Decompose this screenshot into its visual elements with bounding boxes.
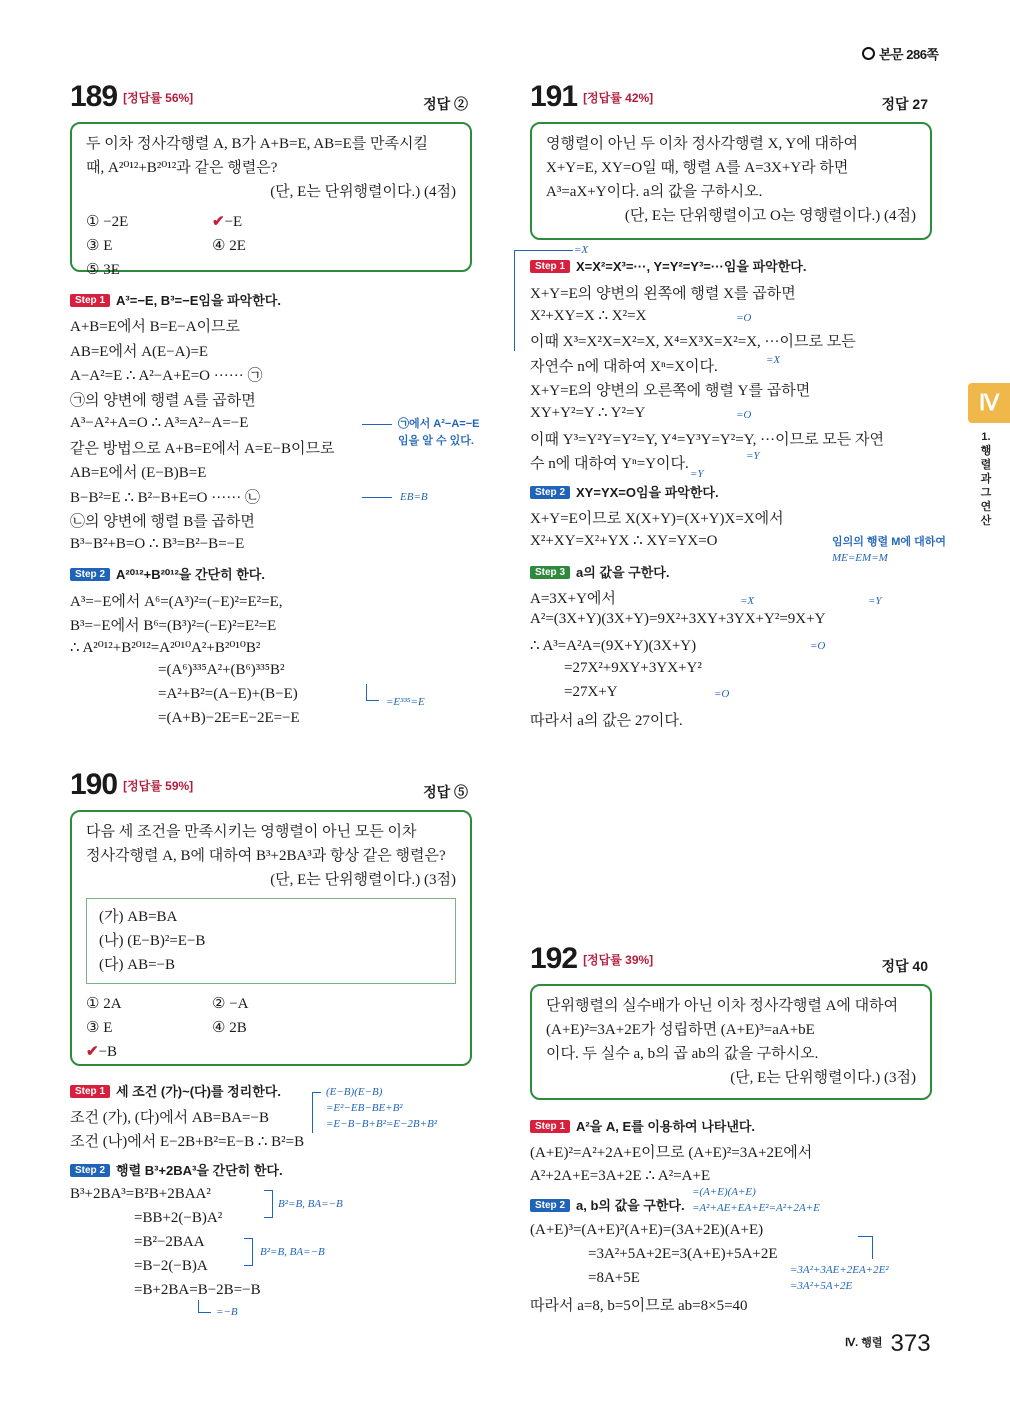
solution-line: 조건 (가), (다)에서 AB=BA=−B bbox=[70, 1110, 269, 1126]
solution-line: 따라서 a의 값은 27이다. bbox=[530, 713, 683, 729]
solution-line: A³=−E에서 A⁶=(A³)²=(−E)²=E²=E, bbox=[70, 594, 283, 610]
solution-line: =A²+B²=(A−E)+(B−E) bbox=[158, 686, 298, 702]
solution-line: (A+E)²=A²+2A+E이므로 (A+E)²=3A+2E에서 bbox=[530, 1145, 813, 1161]
annotation-note: =E²−EB−BE+B² bbox=[326, 1102, 403, 1114]
solution-line: =B²−2BAA bbox=[134, 1234, 205, 1250]
solution-line: B³=−E에서 B⁶=(B³)²=(−E)²=E²=E bbox=[70, 618, 277, 634]
solution-line: A²=(3X+Y)(3X+Y)=9X²+3XY+3YX+Y²=9X+Y bbox=[530, 611, 826, 627]
checkmark-icon: ✔ bbox=[212, 214, 225, 230]
step-3-heading: Step 3 a의 값을 구한다. bbox=[530, 562, 669, 582]
solution-line: 같은 방법으로 A+B=E에서 A=E−B이므로 bbox=[70, 441, 335, 457]
choice-2: ② −A bbox=[212, 996, 249, 1012]
step-2-heading: Step 2 a, b의 값을 구한다. bbox=[530, 1195, 685, 1215]
problem-189-header bbox=[70, 80, 472, 114]
problem-191-question-box bbox=[530, 122, 932, 240]
annotation-note: =X bbox=[574, 244, 589, 256]
condition-a: (가) AB=BA bbox=[99, 909, 178, 925]
step-1-heading: Step 1 X=X²=X³=···, Y=Y²=Y³=···임을 파악한다. bbox=[530, 256, 806, 276]
choices bbox=[86, 210, 456, 282]
solution-line: 따라서 a=8, b=5이므로 ab=8×5=40 bbox=[530, 1298, 748, 1314]
solution-line: X²+XY=X ∴ X²=X bbox=[530, 308, 647, 324]
question-text: (A+E)²=3A+2E가 성립하면 (A+E)³=aA+bE bbox=[546, 1022, 815, 1038]
annotation-bracket bbox=[264, 1190, 273, 1218]
problem-191-header bbox=[530, 80, 932, 114]
chapter-tab: Ⅳ bbox=[968, 383, 1010, 423]
choices bbox=[86, 992, 456, 1064]
annotation-note: B²=B, BA=−B bbox=[278, 1198, 343, 1210]
question-text: A³=aX+Y이다. a의 값을 구하시오. bbox=[546, 184, 763, 200]
solution-line: ㉠의 양변에 행렬 A를 곱하면 bbox=[70, 393, 256, 409]
step-1-heading: Step 1 A²을 A, E를 이용하여 나타낸다. bbox=[530, 1116, 755, 1136]
solution-line: =27X+Y bbox=[564, 684, 618, 700]
annotation-note: 임의의 행렬 M에 대하여 bbox=[832, 536, 946, 548]
question-text: X+Y=E, XY=O일 때, 행렬 A를 A=3X+Y라 하면 bbox=[546, 160, 849, 176]
solution-line: =27X²+9XY+3YX+Y² bbox=[564, 660, 702, 676]
annotation-note: =Y bbox=[746, 450, 760, 462]
annotation-note: =O bbox=[810, 640, 826, 652]
choice-4: ④ 2E bbox=[212, 238, 246, 254]
annotation-note: =3A²+3AE+2EA+2E² bbox=[790, 1264, 889, 1276]
solution-line: AB=E에서 A(E−A)=E bbox=[70, 344, 209, 360]
annotation-note: =−B bbox=[216, 1306, 238, 1318]
annotation-arrow bbox=[362, 424, 392, 425]
solution-line: 수 n에 대하여 Yⁿ=Y이다. bbox=[530, 456, 689, 472]
choice-5: ✔−B bbox=[86, 1044, 118, 1060]
question-text: 때, A²⁰¹²+B²⁰¹²과 같은 행렬은? bbox=[86, 160, 278, 176]
choice-4: ④ 2B bbox=[212, 1020, 247, 1036]
solution-line: =8A+5E bbox=[588, 1270, 640, 1286]
solution-line: =BB+2(−B)A² bbox=[134, 1210, 223, 1226]
question-note: (단, E는 단위행렬이다.) (4점) bbox=[270, 184, 456, 200]
answer-label: 정답 27 bbox=[881, 96, 928, 112]
solution-line: 이때 Y³=Y²Y=Y²=Y, Y⁴=Y³Y=Y²=Y, ···이므로 모든 자연 bbox=[530, 432, 885, 448]
question-note: (단, E는 단위행렬이다.) (3점) bbox=[270, 872, 456, 888]
answer-label: 정답 40 bbox=[881, 958, 928, 974]
solution-line: X+Y=E의 양변의 왼쪽에 행렬 X를 곱하면 bbox=[530, 286, 796, 302]
annotation-arrow bbox=[858, 1236, 873, 1259]
problem-number: 191 bbox=[530, 80, 578, 113]
correct-rate: [정답률 42%] bbox=[583, 91, 654, 105]
correct-rate: [정답률 39%] bbox=[583, 953, 654, 967]
annotation-note: =E³³⁵=E bbox=[386, 696, 425, 708]
question-text: 정사각행렬 A, B에 대하여 B³+2BA³과 항상 같은 행렬은? bbox=[86, 848, 446, 864]
solution-line: A³−A²+A=O ∴ A³=A²−A=−E bbox=[70, 415, 249, 431]
solution-line: B−B²=E ∴ B²−B+E=O ······ ㉡ bbox=[70, 490, 260, 506]
problem-number: 189 bbox=[70, 80, 118, 113]
question-text: 영행렬이 아닌 두 이차 정사각행렬 X, Y에 대하여 bbox=[546, 136, 858, 152]
solution-line: ㉡의 양변에 행렬 B를 곱하면 bbox=[70, 514, 255, 530]
solution-line: 자연수 n에 대하여 Xⁿ=X이다. bbox=[530, 359, 718, 375]
problem-number: 192 bbox=[530, 942, 578, 975]
step-2-heading: Step 2 행렬 B³+2BA³을 간단히 한다. bbox=[70, 1160, 283, 1180]
correct-rate: [정답률 59%] bbox=[123, 779, 194, 793]
solution-line: (A+E)³=(A+E)²(A+E)=(3A+2E)(A+E) bbox=[530, 1222, 764, 1238]
question-note: (단, E는 단위행렬이다.) (3점) bbox=[730, 1070, 916, 1086]
choice-3: ③ E bbox=[86, 1020, 113, 1036]
choice-3: ③ E bbox=[86, 238, 113, 254]
annotation-arrow bbox=[198, 1300, 211, 1313]
annotation-note: =E−B−B+B²=E−2B+B² bbox=[326, 1118, 438, 1130]
problem-189-question-box bbox=[70, 122, 472, 278]
condition-c: (다) AB=−B bbox=[99, 957, 175, 973]
step-1-heading: Step 1 세 조건 (가)~(다)를 정리한다. bbox=[70, 1081, 281, 1101]
annotation-note: =X bbox=[766, 354, 781, 366]
page-reference: 본문 286쪽 bbox=[862, 44, 938, 63]
step-1-heading: Step 1 A³=−E, B³=−E임을 파악한다. bbox=[70, 290, 281, 310]
annotation-note: (E−B)(E−B) bbox=[326, 1086, 383, 1098]
solution-line: B³+2BA³=B²B+2BAA² bbox=[70, 1186, 211, 1202]
question-text: 두 이차 정사각행렬 A, B가 A+B=E, AB=E를 만족시킬 bbox=[86, 136, 428, 152]
page-footer bbox=[845, 1330, 931, 1358]
chapter-section-label: 1.행렬과그연산 bbox=[980, 431, 992, 527]
solution-line: A=3X+Y에서 bbox=[530, 591, 616, 607]
question-text: 다음 세 조건을 만족시키는 영행렬이 아닌 모든 이차 bbox=[86, 824, 417, 840]
solution-line: B³−B²+B=O ∴ B³=B²−B=−E bbox=[70, 536, 245, 552]
solution-line: X²+XY=X²+YX ∴ XY=YX=O bbox=[530, 533, 718, 549]
step-2-heading: Step 2 A²⁰¹²+B²⁰¹²을 간단히 한다. bbox=[70, 564, 265, 584]
solution-line: =(A+B)−2E=E−2E=−E bbox=[158, 710, 300, 726]
solution-line: ∴ A³=A²A=(9X+Y)(3X+Y) bbox=[530, 638, 697, 654]
solution-line: A²+2A+E=3A+2E ∴ A²=A+E bbox=[530, 1168, 711, 1184]
conditions-box bbox=[86, 898, 456, 984]
annotation-note: EB=B bbox=[400, 491, 428, 503]
question-note: (단, E는 단위행렬이고 O는 영행렬이다.) (4점) bbox=[624, 208, 916, 224]
annotation-note: =3A²+5A+2E bbox=[790, 1280, 853, 1292]
annotation-arrow bbox=[366, 684, 379, 701]
annotation-note: B²=B, BA=−B bbox=[260, 1246, 325, 1258]
answer-label: 정답 ② bbox=[423, 96, 468, 112]
annotation-note: =(A+E)(A+E) bbox=[692, 1186, 756, 1198]
solution-line: =B+2BA=B−2B=−B bbox=[134, 1282, 261, 1298]
solution-line: AB=E에서 (E−B)B=E bbox=[70, 465, 207, 481]
annotation-note: =Y bbox=[868, 595, 882, 607]
solution-line: 조건 (나)에서 E−2B+B²=E−B ∴ B²=B bbox=[70, 1134, 305, 1150]
problem-192-header bbox=[530, 942, 932, 976]
correct-rate: [정답률 56%] bbox=[123, 91, 194, 105]
question-text: 단위행렬의 실수배가 아닌 이차 정사각행렬 A에 대하여 bbox=[546, 998, 899, 1014]
solution-line: A−A²=E ∴ A²−A+E=O ······ ㉠ bbox=[70, 368, 263, 384]
question-text: 이다. 두 실수 a, b의 곱 ab의 값을 구하시오. bbox=[546, 1046, 819, 1062]
annotation-bracket bbox=[312, 1092, 321, 1133]
step-2-heading: Step 2 XY=YX=O임을 파악한다. bbox=[530, 482, 719, 502]
solution-line: =3A²+5A+2E=3(A+E)+5A+2E bbox=[588, 1246, 778, 1262]
footer-section: Ⅳ. 행렬 bbox=[845, 1337, 883, 1349]
annotation-note: =O bbox=[714, 688, 730, 700]
circle-bullet-icon bbox=[862, 47, 875, 60]
annotation-note: =Y bbox=[690, 468, 704, 480]
annotation-note: =A²+AE+EA+E²=A²+2A+E bbox=[692, 1202, 820, 1214]
solution-line: ∴ A²⁰¹²+B²⁰¹²=A²⁰¹⁰A²+B²⁰¹⁰B² bbox=[70, 640, 261, 656]
page-number: 373 bbox=[890, 1330, 931, 1357]
solution-line: 이때 X³=X²X=X²=X, X⁴=X³X=X²=X, ···이므로 모든 bbox=[530, 334, 856, 350]
condition-b: (나) (E−B)²=E−B bbox=[99, 933, 206, 949]
annotation-note: =X bbox=[740, 595, 755, 607]
choice-1: ① −2E bbox=[86, 214, 129, 230]
choice-5: ⑤ 3E bbox=[86, 262, 120, 278]
answer-label: 정답 ⑤ bbox=[423, 784, 468, 800]
solution-line: X+Y=E이므로 X(X+Y)=(X+Y)X=X에서 bbox=[530, 511, 784, 527]
solution-line: X+Y=E의 양변의 오른쪽에 행렬 Y를 곱하면 bbox=[530, 383, 811, 399]
problem-190-question-box bbox=[70, 810, 472, 1066]
annotation-note: 임을 알 수 있다. bbox=[398, 435, 474, 447]
annotation-note: ㉠에서 A²−A=−E bbox=[398, 418, 480, 430]
annotation-note: =O bbox=[736, 312, 752, 324]
solution-line: =(A⁶)³³⁵A²+(B⁶)³³⁵B² bbox=[158, 662, 285, 678]
checkmark-icon: ✔ bbox=[86, 1044, 99, 1060]
annotation-note: =O bbox=[736, 409, 752, 421]
annotation-arrow bbox=[362, 497, 392, 498]
problem-192-question-box bbox=[530, 984, 932, 1100]
annotation-bracket bbox=[244, 1238, 253, 1266]
problem-number: 190 bbox=[70, 768, 118, 801]
choice-2: ✔−E bbox=[212, 214, 243, 230]
annotation-note: ME=EM=M bbox=[832, 552, 888, 564]
problem-190-header bbox=[70, 768, 472, 802]
choice-1: ① 2A bbox=[86, 996, 122, 1012]
solution-line: XY+Y²=Y ∴ Y²=Y bbox=[530, 405, 646, 421]
solution-line: A+B=E에서 B=E−A이므로 bbox=[70, 319, 241, 335]
solution-line: =B−2(−B)A bbox=[134, 1258, 208, 1274]
